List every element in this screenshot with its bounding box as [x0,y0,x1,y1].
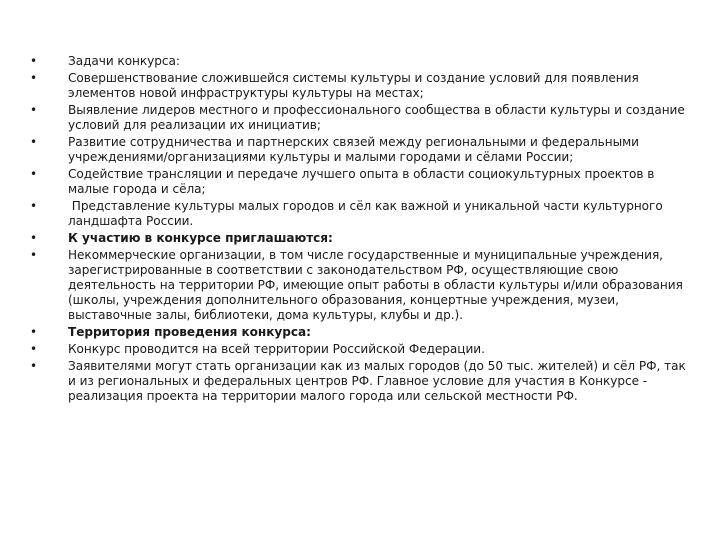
bullet-icon: • [30,70,38,85]
list-item [30,359,695,405]
bullet-icon: • [30,102,38,117]
bullet-icon: • [30,134,38,149]
list-item [30,54,695,69]
list-item [30,199,695,229]
list-item [30,167,695,197]
list-item [30,103,695,133]
list-item [30,325,695,340]
bullet-list [30,54,695,406]
list-item [30,342,695,357]
item-text-participants-heading: К участию в конкурсе приглашаются: [68,230,333,245]
item-text: Совершенствование сложившейся системы культуры и создание условий для появления элементов новой инфраструктуры культуры на местах; [68,70,639,100]
item-text-territory-heading: Территория проведения конкурса: [68,325,311,340]
item-text: Выявление лидеров местного и профессионального сообщества в области культуры и создание условий для реализации их инициатив; [68,102,685,132]
list-item [30,71,695,101]
item-text: Некоммерческие организации, в том числе государственные и муниципальные учреждения, зарегистрированные в соответствии с законодательством РФ, осуществляющие свою деятельность на территории РФ, имеющие опыт работы в области культуры и/или образования (школы, учреждения дополнительного образования, концертные учреждения, музеи, выставочные залы, библиотеки, дома культуры, клубы и др.). [68,247,683,323]
item-text: Конкурс проводится на всей территории Российской Федерации. [68,342,485,356]
bullet-icon: • [30,166,38,181]
bullet-icon: • [30,342,38,356]
bullet-icon: • [30,325,38,340]
bullet-icon: • [30,358,38,373]
item-text: Развитие сотрудничества и партнерских связей между региональными и федеральными учреждениями/организациями культуры и малыми городами и сёлами России; [68,134,639,164]
list-item [30,231,695,246]
bullet-icon: • [30,54,38,68]
item-text: Заявителями могут стать организации как из малых городов (до 50 тыс. жителей) и сёл РФ, так и из региональных и федеральных центров РФ. Главное условие для участия в Конкурсе - реализация проекта на территории малого города или сельской местности РФ. [68,358,686,404]
item-text: Представление культуры малых городов и сёл как важной и уникальной части культурного ландшафта России. [68,198,667,228]
list-item [30,135,695,165]
list-item [30,248,695,324]
bullet-icon: • [30,247,38,262]
item-text: Содействие трансляции и передаче лучшего опыта в области социокультурных проектов в малые города и сёла; [68,166,655,196]
bullet-icon: • [30,230,38,245]
item-text-tasks-heading: Задачи конкурса: [68,54,180,68]
bullet-icon: • [30,198,38,213]
